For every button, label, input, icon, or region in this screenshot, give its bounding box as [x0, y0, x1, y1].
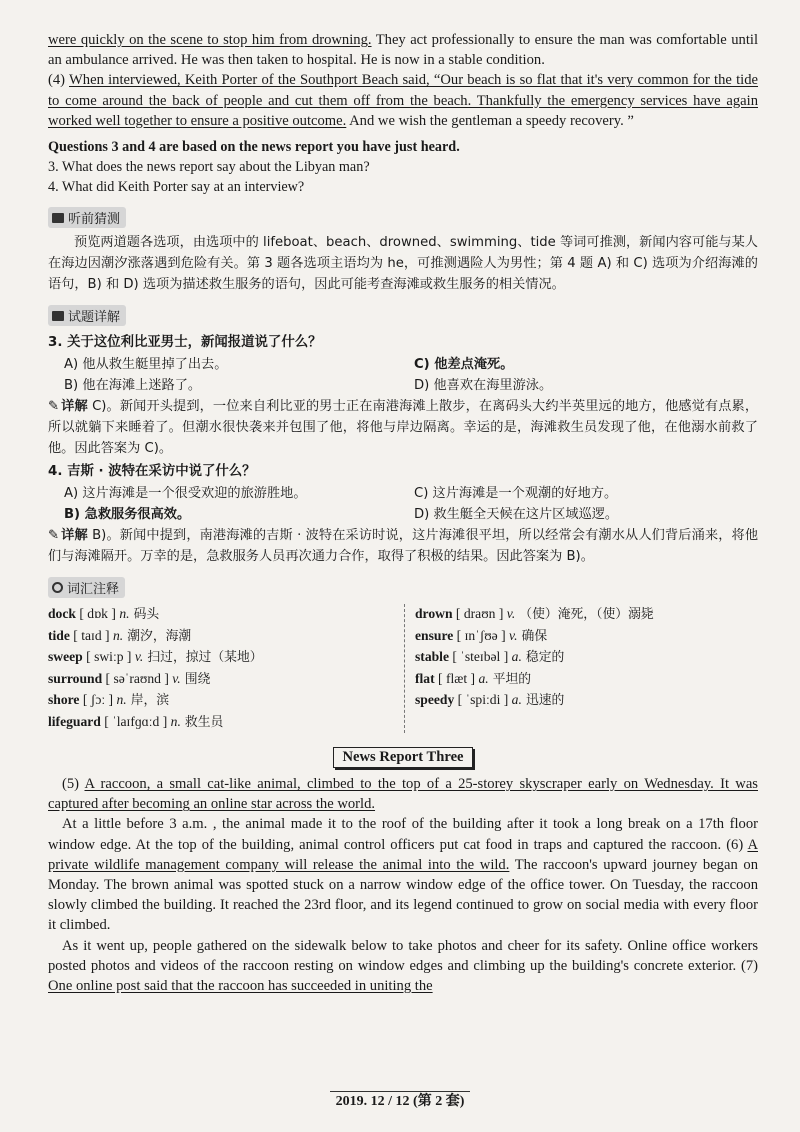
vocab-word: speedy	[415, 692, 455, 708]
news-paragraph-quote	[48, 70, 758, 131]
option-a: A) 这片海滩是一个很受欢迎的旅游胜地。	[64, 486, 307, 502]
vocab-entry	[48, 690, 404, 712]
question-4: 4. What did Keith Porter say at an interview?	[48, 179, 305, 196]
report3-paragraph-1	[48, 774, 758, 814]
section-label-vocab	[48, 577, 125, 598]
vocab-ipa: [ draʊn ]	[452, 606, 507, 622]
pencil-icon: ✎	[48, 399, 60, 415]
vocab-ipa: [ səˈraʊnd ]	[102, 670, 173, 686]
answer-letter: C)。	[87, 399, 120, 415]
marker-number: (4)	[48, 72, 70, 89]
report-title: News Report Three	[333, 747, 472, 768]
vocab-meaning: 码头	[129, 607, 160, 623]
vocab-word: ensure	[415, 627, 454, 643]
vocab-pos: v.	[509, 627, 518, 643]
report3-paragraph-3	[48, 936, 758, 997]
options-q4	[48, 483, 758, 525]
vocab-word: shore	[48, 692, 80, 708]
vocab-entry	[48, 626, 404, 648]
vocab-pos: n.	[116, 692, 127, 708]
page-number: 2019. 12 / 12 (第 2 套)	[330, 1091, 471, 1109]
section-label-guess	[48, 207, 126, 228]
option-c: C) 这片海滩是一个观潮的好地方。	[414, 486, 618, 502]
detail-question-3: 3. 关于这位利比亚男士，新闻报道说了什么？	[48, 335, 322, 351]
questions-heading: Questions 3 and 4 are based on the news report you have just heard.	[48, 139, 460, 156]
vocab-column-left	[48, 604, 404, 733]
news-paragraph-top	[48, 30, 758, 70]
section-label-detail	[48, 305, 126, 326]
vocab-entry	[48, 712, 404, 734]
vocab-word: lifeguard	[48, 713, 101, 729]
vocab-ipa: [ ˈsteɪbəl ]	[448, 649, 512, 665]
option-a: A) 他从救生艇里掉了出去。	[64, 357, 228, 373]
underlined-answer-text: When interviewed, Keith Porter of the Southport Beach said, “Our beach is so flat that it's very common for the tide to come around the back of people and cut them off from the beach. Thankfully the emergency services have again worked well together to ensure a positive outcome.	[48, 72, 759, 129]
vocab-entry	[48, 647, 404, 669]
vocab-column-right	[404, 604, 758, 733]
vocab-entry	[415, 647, 758, 669]
body-text: The raccoon's upward journey began on Monday. The brown animal was spotted stuck on a narrow window edge of the office tower. On Tuesday, the raccoon slowly climbed the building. It reached the 23rd floor, and its legend continued to grow on social media with every floor it climbed.	[48, 856, 758, 934]
vocab-pos: n.	[119, 606, 130, 622]
vocab-meaning: 潮汐，海潮	[123, 628, 192, 644]
detail-question-4: 4. 吉斯 · 波特在采访中说了什么？	[48, 464, 256, 480]
vocab-entry	[48, 669, 404, 691]
underlined-answer-text: were quickly on the scene to stop him from drowning.	[48, 32, 372, 48]
vocab-pos: v.	[172, 670, 181, 686]
vocab-word: tide	[48, 627, 70, 643]
vocab-meaning: 岸，滨	[126, 693, 170, 709]
report3-paragraph-2	[48, 814, 758, 935]
vocab-ipa: [ dɒk ]	[75, 606, 120, 622]
vocab-meaning: 迅速的	[521, 693, 565, 709]
vocab-pos: n.	[170, 713, 181, 729]
vocab-meaning: 围绕	[180, 671, 211, 687]
underlined-answer-text: One online post said that the raccoon has succeeded in uniting the	[48, 978, 433, 995]
vocab-ipa: [ swiːp ]	[82, 649, 135, 665]
vocab-pos: n.	[112, 627, 124, 643]
vocab-entry	[48, 604, 404, 626]
page-content	[48, 30, 758, 996]
body-text: They act professionally to ensure the man was comfortable until an ambulance arrived. He was then taken to hospital. He is now in a stable condition.	[48, 32, 758, 69]
underlined-answer-text: A private wildlife management company will release the animal into the wild.	[48, 836, 758, 873]
marker-number: (6)	[726, 836, 748, 853]
folder-icon	[52, 213, 64, 223]
options-q3	[48, 354, 758, 396]
explanation-tag: 详解	[61, 528, 88, 544]
option-b: B) 急救服务很高效。	[64, 507, 191, 523]
vocab-meaning: 稳定的	[521, 650, 565, 666]
explanation-q3	[48, 396, 758, 459]
vocab-ipa: [ ʃɔː ]	[79, 692, 117, 708]
vocabulary-table	[48, 604, 758, 733]
body-text: And we wish the gentleman a speedy recovery. ”	[346, 112, 634, 129]
section-label-text: 试题详解	[68, 310, 121, 326]
vocab-word: surround	[48, 670, 103, 686]
marker-number: (5)	[62, 776, 85, 793]
vocab-pos: a.	[478, 670, 489, 686]
option-d: D) 他喜欢在海里游泳。	[414, 378, 553, 394]
vocab-entry	[415, 690, 758, 712]
vocab-pos: v.	[134, 649, 144, 665]
explanation-text: 新闻中提到，南港海滩的吉斯 · 波特在采访时说，这片海滩很平坦，所以经常会有潮水从人们背后涌来，将他们与海滩隔开。万幸的是，急救服务人员再次通力合作，取得了积极的结果。因此答案为 B)。	[48, 528, 759, 565]
question-3: 3. What does the news report say about the Libyan man?	[48, 159, 370, 176]
vocab-ipa: [ ˈspiːdi ]	[454, 692, 512, 708]
book-icon	[52, 311, 64, 321]
vocab-meaning: （使）淹死，（使）溺毙	[515, 607, 654, 623]
explanation-tag: 详解	[61, 399, 88, 415]
vocab-ipa: [ flæt ]	[434, 670, 479, 686]
vocab-ipa: [ taɪd ]	[69, 627, 113, 643]
vocab-entry	[415, 669, 758, 691]
vocab-meaning: 扫过，掠过（某地）	[143, 650, 263, 666]
report-title-wrap	[48, 747, 758, 768]
vocab-pos: a.	[511, 649, 522, 665]
option-c: C) 他差点淹死。	[414, 357, 514, 373]
vocab-word: dock	[48, 606, 76, 622]
page-footer	[0, 1090, 800, 1110]
vocab-ipa: [ ˈlaɪfɡɑːd ]	[100, 713, 171, 729]
underlined-answer-text: A raccoon, a small cat-like animal, climbed to the top of a 25-storey skyscraper early on Wednesday. It was captured after becoming an online star across the world.	[48, 776, 758, 813]
explanation-q4	[48, 525, 758, 567]
vocab-ipa: [ ɪnˈʃʊə ]	[453, 627, 510, 643]
vocab-pos: a.	[511, 692, 522, 708]
vocab-entry	[415, 626, 758, 648]
vocab-word: stable	[415, 649, 449, 665]
explanation-text: 新闻开头提到，一位来自利比亚的男士正在南港海滩上散步，在离码头大约半英里远的地方，他感觉有点累，所以就躺下来睡着了。但潮水很快袭来并包围了他，将他与岸边隔离。幸运的是，海滩救生员发现了他，在他溺水前救了他。因此答案为 C)。	[48, 399, 759, 457]
guess-text: 预览两道题各选项，由选项中的 lifeboat、beach、drowned、swimming、tide 等词可推测，新闻内容可能与某人在海边因潮汐涨落遇到危险有关。第 3 题各选项主语均为 he，可推测遇险人为男性；第 4 题 A) 和 C) 选项为介绍海滩的语句，B) 和 D) 选项为描述救生服务的语句，因此可能考查海滩或救生服务的相关情况。	[48, 235, 758, 293]
body-text: As it went up, people gathered on the sidewalk below to take photos and cheer for its safety. Online office workers posted photos and videos of the raccoon resting on window edges and climbing up the building's concrete exterior.	[48, 937, 758, 974]
section-label-text: 词汇注释	[67, 582, 120, 598]
vocab-meaning: 平坦的	[488, 671, 532, 687]
pencil-icon: ✎	[48, 528, 60, 544]
vocab-word: drown	[415, 606, 453, 622]
body-text: At a little before 3 a.m. , the animal made it to the roof of the building after it took a long break on a 17th floor window edge. At the top of the building, animal control officers put cat food in traps and captured the raccoon.	[48, 816, 758, 853]
answer-letter: B)。	[87, 528, 120, 544]
vocab-word: sweep	[48, 649, 83, 665]
vocab-pos: v.	[506, 606, 516, 622]
section-label-text: 听前猜测	[68, 212, 121, 228]
marker-number: (7)	[740, 957, 758, 974]
vocab-word: flat	[415, 670, 435, 686]
option-b: B) 他在海滩上迷路了。	[64, 378, 202, 394]
vocab-meaning: 救生员	[180, 714, 224, 730]
clock-icon	[52, 582, 63, 593]
option-d: D) 救生艇全天候在这片区域巡逻。	[414, 507, 619, 523]
vocab-meaning: 确保	[517, 628, 548, 644]
vocab-entry	[415, 604, 758, 626]
